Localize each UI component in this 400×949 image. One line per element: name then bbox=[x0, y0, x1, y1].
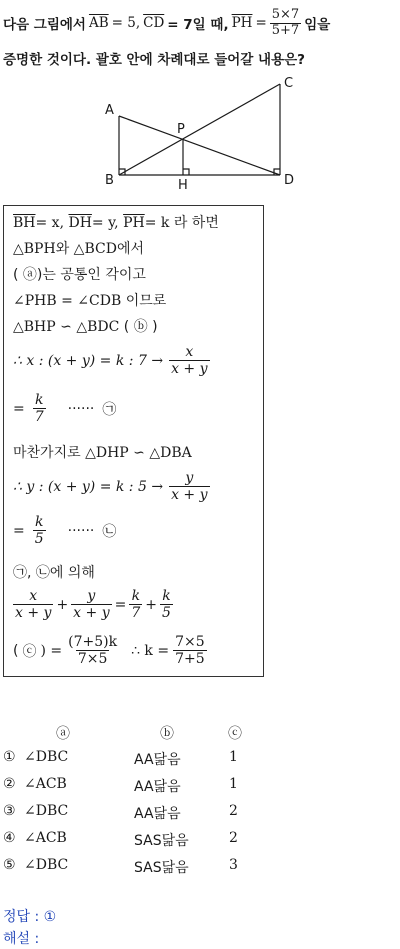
fraction-numerator: k bbox=[34, 514, 44, 530]
option-row[interactable] bbox=[0, 857, 400, 879]
option-b: AA닮음 bbox=[134, 779, 181, 795]
dh-value: = y, bbox=[91, 215, 119, 231]
paren-open: ( bbox=[13, 642, 19, 659]
fraction-numerator: x bbox=[185, 344, 194, 360]
header-a: ⓐ bbox=[56, 726, 70, 742]
option-row[interactable] bbox=[0, 749, 400, 771]
answer-value: ① bbox=[43, 909, 57, 925]
proof-text: 마찬가지로 bbox=[13, 445, 81, 461]
proof-line-3 bbox=[13, 264, 146, 284]
option-number: ③ bbox=[3, 803, 16, 819]
options-header bbox=[0, 723, 400, 743]
blank-a: ⓐ bbox=[22, 267, 37, 283]
fraction-k-over-5 bbox=[33, 514, 46, 547]
fraction-numerator: y bbox=[185, 470, 194, 486]
equals-sign: = bbox=[114, 596, 127, 613]
fraction-numerator: 7×5 bbox=[175, 634, 205, 650]
question-line-2: 증명한 것이다. 괄호 안에 차례대로 들어갈 내용은? bbox=[3, 52, 305, 68]
line-ad bbox=[119, 116, 280, 175]
proof-line-1 bbox=[13, 212, 219, 232]
header-b: ⓑ bbox=[160, 726, 174, 742]
proof-text: 이므로 bbox=[125, 293, 167, 309]
proof-text: 와 bbox=[55, 241, 70, 257]
plus-sign: + bbox=[56, 596, 69, 613]
option-row[interactable] bbox=[0, 776, 400, 798]
option-c: 1 bbox=[229, 776, 238, 792]
fraction-numerator: k bbox=[162, 588, 171, 604]
dots: ······ bbox=[67, 400, 95, 417]
dots: ······ bbox=[67, 522, 95, 539]
ph-value: = k bbox=[144, 215, 170, 231]
fraction-denominator: x + y bbox=[15, 605, 52, 622]
plus-sign: + bbox=[145, 596, 157, 613]
fraction-k-over-7 bbox=[33, 392, 46, 425]
option-c: 1 bbox=[229, 749, 238, 765]
option-row[interactable] bbox=[0, 803, 400, 825]
fraction-x-over-xy bbox=[169, 344, 209, 377]
option-number: ④ bbox=[3, 830, 16, 846]
mark-giyeok: ㉠ bbox=[102, 401, 117, 418]
proof-line-12 bbox=[13, 588, 173, 621]
fraction-denominator: 7×5 bbox=[77, 651, 108, 668]
paren-open: ( bbox=[123, 319, 130, 335]
option-a: ∠ACB bbox=[24, 776, 67, 792]
ph-fraction bbox=[270, 8, 301, 39]
segment-cd: $\overline{CD}$ bbox=[143, 15, 165, 31]
fraction-denominator: x + y bbox=[73, 605, 110, 622]
option-b: AA닮음 bbox=[134, 806, 181, 822]
option-row[interactable] bbox=[0, 830, 400, 852]
option-c: 2 bbox=[229, 830, 238, 846]
option-c: 2 bbox=[229, 803, 238, 819]
option-b: AA닮음 bbox=[134, 752, 181, 768]
option-b: SAS닮음 bbox=[134, 860, 189, 876]
proof-line-11: ㉠, ㉡에 의해 bbox=[13, 565, 95, 581]
paren-open: ( bbox=[13, 267, 19, 283]
proof-line-10 bbox=[13, 514, 116, 547]
segment-ab: $\overline{AB}$ bbox=[88, 15, 109, 31]
header-c: ⓒ bbox=[228, 726, 242, 742]
segment-ph-proof: $\overline{PH}$ bbox=[123, 215, 145, 231]
fraction-denominator: 5 bbox=[162, 605, 171, 622]
option-a: ∠DBC bbox=[24, 857, 69, 873]
option-a: ∠ACB bbox=[24, 830, 67, 846]
therefore-k: ∴ k = bbox=[131, 642, 170, 659]
equals-sign: = bbox=[13, 400, 25, 417]
fraction-denominator: 7 bbox=[131, 605, 141, 622]
fraction-numerator: y bbox=[87, 588, 96, 604]
proof-line-7 bbox=[13, 392, 116, 425]
proof-text: 라 하면 bbox=[173, 215, 219, 231]
equals-sign: = bbox=[255, 15, 267, 31]
label-c: C bbox=[284, 76, 294, 91]
label-a: A bbox=[105, 103, 114, 118]
fraction-y-over-xy bbox=[169, 470, 209, 503]
blank-b: ⓑ bbox=[133, 319, 148, 335]
fraction-y-over-xy-2 bbox=[71, 588, 111, 621]
answer-label: 정답 : bbox=[3, 909, 40, 925]
proof-line-6 bbox=[13, 344, 210, 377]
paren-close: ) bbox=[152, 319, 158, 335]
equals-sign: = bbox=[13, 522, 25, 539]
answer-line bbox=[3, 906, 56, 926]
label-p: P bbox=[177, 122, 185, 137]
question-line-1 bbox=[3, 6, 330, 40]
triangle-bph: △BPH bbox=[13, 241, 56, 257]
fraction-numerator: (7+5)k bbox=[68, 634, 118, 650]
fraction-denominator: 5+7 bbox=[271, 22, 300, 38]
line-bc bbox=[119, 84, 280, 175]
triangle-figure bbox=[100, 72, 305, 192]
option-a: ∠DBC bbox=[24, 749, 69, 765]
option-c: 3 bbox=[229, 857, 238, 873]
fraction-denominator: 5 bbox=[34, 531, 44, 548]
right-angle-h bbox=[183, 169, 189, 175]
similarity-dhp-dba: △DHP ∽ △DBA bbox=[85, 445, 192, 461]
option-number: ② bbox=[3, 776, 16, 792]
fraction-numerator: 5×7 bbox=[271, 6, 300, 22]
option-b: SAS닮음 bbox=[134, 833, 189, 849]
fraction-x-over-xy-2 bbox=[13, 588, 53, 621]
segment-bh: $\overline{BH}$ bbox=[13, 215, 36, 231]
fraction-k-over-5-2 bbox=[160, 588, 173, 621]
label-h: H bbox=[178, 178, 188, 192]
ratio-x: ∴ x : (x + y) = k : 7 → bbox=[13, 352, 164, 369]
paren-close-equals: ) = bbox=[40, 642, 63, 659]
fraction-k-over-7-2 bbox=[129, 588, 142, 621]
segment-ph: $\overline{PH}$ bbox=[231, 15, 253, 31]
segment-dh: $\overline{DH}$ bbox=[68, 215, 92, 231]
proof-line-2 bbox=[13, 238, 144, 258]
fraction-k-result bbox=[173, 634, 207, 667]
fraction-sum-k bbox=[66, 634, 119, 667]
proof-box bbox=[3, 205, 264, 677]
fraction-numerator: k bbox=[34, 392, 44, 408]
fraction-denominator: 7 bbox=[34, 409, 44, 426]
ratio-y: ∴ y : (x + y) = k : 5 → bbox=[13, 478, 164, 495]
fraction-denominator: 7+5 bbox=[175, 651, 205, 668]
option-number: ⑤ bbox=[3, 857, 16, 873]
blank-c: ⓒ bbox=[22, 643, 37, 660]
proof-line-8 bbox=[13, 442, 192, 462]
label-d: D bbox=[284, 173, 295, 188]
fraction-denominator: x + y bbox=[171, 487, 208, 504]
proof-text: )는 공통인 각이고 bbox=[36, 267, 146, 283]
angle-equality: ∠PHB = ∠CDB bbox=[13, 293, 122, 309]
proof-text: 에서 bbox=[116, 241, 144, 257]
triangle-bcd: △BCD bbox=[73, 241, 117, 257]
proof-line-4 bbox=[13, 290, 166, 310]
mark-nieun: ㉡ bbox=[102, 523, 117, 540]
fraction-numerator: k bbox=[131, 588, 141, 604]
fraction-numerator: x bbox=[29, 588, 38, 604]
proof-line-9 bbox=[13, 470, 210, 503]
similarity-bhp-bdc: △BHP ∽ △BDC bbox=[13, 319, 120, 335]
proof-line-5 bbox=[13, 316, 158, 336]
fraction-denominator: x + y bbox=[171, 361, 208, 378]
ab-value: = 5, bbox=[111, 15, 141, 31]
cd-value: = 7일 때, bbox=[167, 17, 229, 33]
question-prefix: 다음 그림에서 bbox=[3, 17, 86, 33]
option-number: ① bbox=[3, 749, 16, 765]
label-b: B bbox=[105, 173, 114, 188]
bh-value: = x, bbox=[35, 215, 65, 231]
explanation-label: 해설 : bbox=[3, 931, 40, 947]
option-a: ∠DBC bbox=[24, 803, 69, 819]
proof-line-13 bbox=[13, 634, 207, 667]
question-suffix: 임을 bbox=[304, 17, 331, 33]
